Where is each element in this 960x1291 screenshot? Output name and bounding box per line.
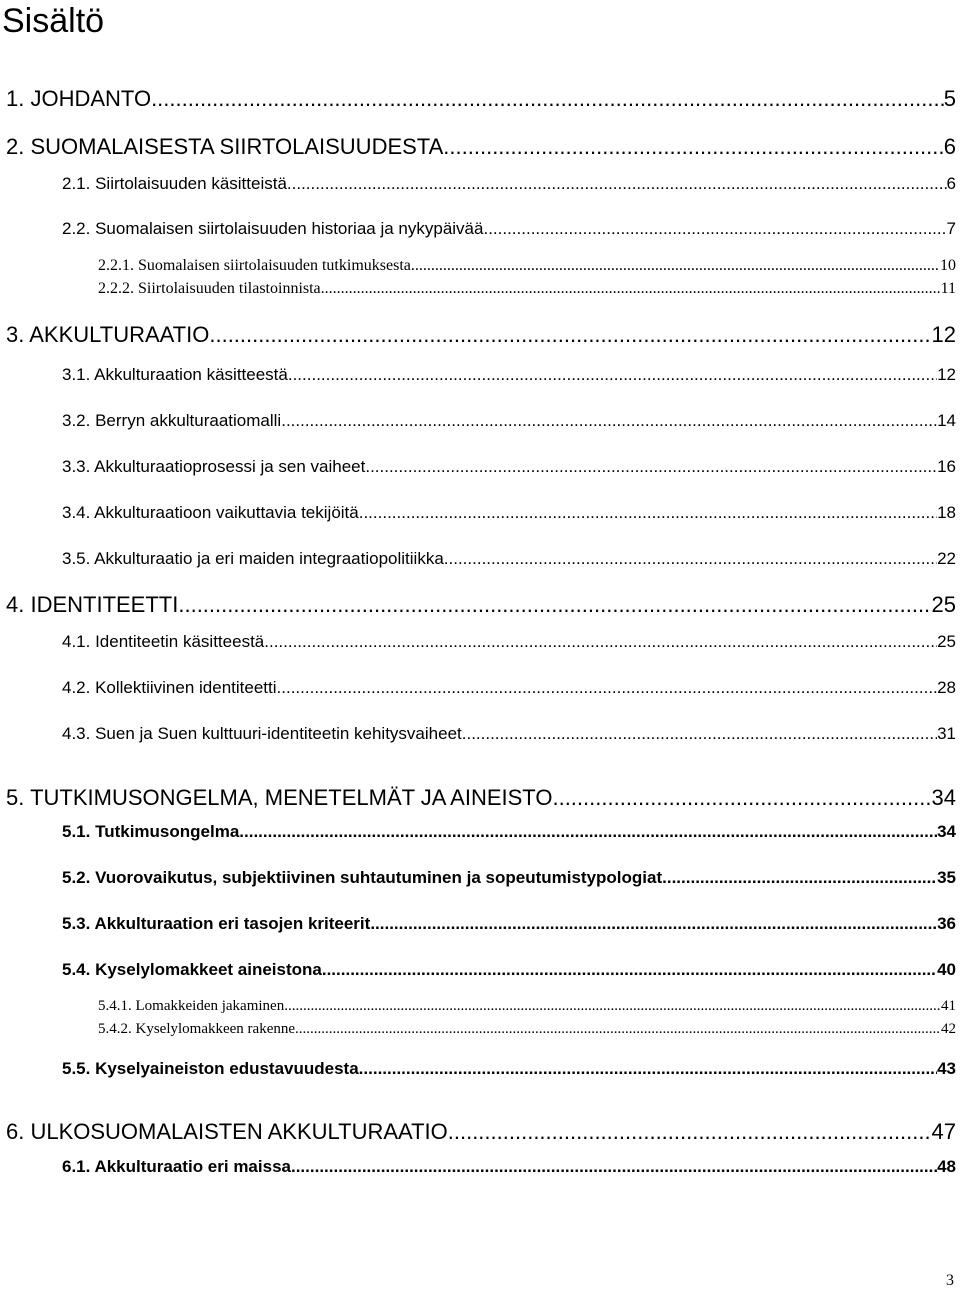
toc-page: 7	[946, 219, 956, 238]
toc-entry-4-1[interactable]	[62, 632, 956, 652]
toc-page: 12	[931, 322, 956, 347]
toc-entry-3-2[interactable]	[62, 411, 956, 431]
toc-entry-6[interactable]	[6, 1119, 956, 1145]
toc-page: 6	[943, 134, 956, 159]
toc-entry-3-3[interactable]	[62, 457, 956, 477]
toc-leader	[321, 280, 941, 298]
toc-entry-5-4-1[interactable]	[98, 998, 956, 1015]
toc-label: 3.2. Berryn akkulturaatiomalli	[62, 411, 282, 430]
toc-label: 6.1. Akkulturaatio eri maissa	[62, 1157, 291, 1176]
toc-leader	[444, 549, 937, 569]
toc-leader	[281, 411, 937, 431]
toc-page: 48	[937, 1157, 956, 1176]
toc-entry-4[interactable]	[6, 592, 956, 618]
toc-leader	[209, 322, 931, 348]
toc-entry-2-1[interactable]	[62, 174, 956, 194]
toc-page: 6	[946, 174, 956, 193]
toc-page: 41	[941, 998, 956, 1014]
toc-leader	[291, 1157, 937, 1177]
toc-leader	[322, 960, 937, 980]
toc-entry-1[interactable]	[6, 86, 956, 112]
toc-label: 3.1. Akkulturaation käsitteestä	[62, 365, 288, 384]
toc-page: 25	[931, 592, 956, 617]
toc-entry-5-4-2[interactable]	[98, 1021, 956, 1038]
toc-label: 3.4. Akkulturaatioon vaikuttavia tekijöitä	[62, 503, 359, 522]
toc-leader	[287, 174, 947, 194]
toc-leader	[443, 134, 943, 160]
toc-label: 2. SUOMALAISESTA SIIRTOLAISUUDESTA	[6, 134, 444, 159]
toc-leader	[264, 632, 937, 652]
toc-page: 43	[937, 1059, 956, 1078]
toc-label: 2.2.2. Siirtolaisuuden tilastoinnista	[98, 280, 321, 297]
toc-entry-4-3[interactable]	[62, 724, 956, 744]
toc-page: 40	[937, 960, 956, 979]
toc-page: 31	[937, 724, 956, 743]
toc-entry-5-2[interactable]	[62, 868, 956, 888]
page-title: Sisältö	[2, 2, 105, 40]
toc-page: 11	[940, 280, 956, 297]
toc-leader	[178, 592, 931, 618]
toc-leader	[151, 86, 944, 112]
toc-leader	[370, 914, 937, 934]
toc-entry-3-4[interactable]	[62, 503, 956, 523]
toc-label: 5.3. Akkulturaation eri tasojen kriteerit	[62, 914, 371, 933]
toc-label: 5.5. Kyselyaineiston edustavuudesta	[62, 1059, 359, 1078]
toc-entry-2-2-2[interactable]	[98, 280, 956, 298]
toc-entry-2-2[interactable]	[62, 219, 956, 239]
toc-entry-3[interactable]	[6, 322, 956, 348]
toc-leader	[483, 219, 946, 239]
toc-label: 4.2. Kollektiivinen identiteetti	[62, 678, 277, 697]
toc-label: 1. JOHDANTO	[6, 86, 152, 111]
toc-page: 42	[941, 1021, 956, 1037]
toc-entry-5-3[interactable]	[62, 914, 956, 934]
toc-label: 5.1. Tutkimusongelma	[62, 822, 240, 841]
toc-entry-5-1[interactable]	[62, 822, 956, 842]
toc-page: 18	[937, 503, 956, 522]
toc-label: 4. IDENTITEETTI	[6, 592, 179, 617]
toc-label: 3.3. Akkulturaatioprosessi ja sen vaiheet	[62, 457, 366, 476]
toc-page: 10	[940, 257, 956, 274]
toc-label: 5. TUTKIMUSONGELMA, MENETELMÄT JA AINEISTO	[6, 785, 553, 810]
toc-leader	[411, 257, 940, 275]
toc-entry-5-5[interactable]	[62, 1059, 956, 1079]
toc-leader	[239, 822, 937, 842]
toc-page: 16	[937, 457, 956, 476]
toc-page: 12	[937, 365, 956, 384]
toc-page: 47	[931, 1119, 956, 1144]
toc-leader	[462, 724, 937, 744]
toc-leader	[662, 868, 937, 888]
toc-entry-6-1[interactable]	[62, 1157, 956, 1177]
toc-page: 25	[937, 632, 956, 651]
toc-leader	[448, 1119, 932, 1145]
toc-label: 3.5. Akkulturaatio ja eri maiden integraatiopolitiikka	[62, 549, 444, 568]
toc-page: 28	[937, 678, 956, 697]
toc-leader	[284, 998, 941, 1015]
toc-label: 5.4.2. Kyselylomakkeen rakenne	[98, 1021, 296, 1037]
toc-entry-2[interactable]	[6, 134, 956, 160]
toc-page: 5	[943, 86, 956, 111]
toc-label: 5.4.1. Lomakkeiden jakaminen	[98, 998, 285, 1014]
toc-label: 5.2. Vuorovaikutus, subjektiivinen suhtautuminen ja sopeutumistypologiat	[62, 868, 663, 887]
toc-entry-5-4[interactable]	[62, 960, 956, 980]
toc-label: 5.4. Kyselylomakkeet aineistona	[62, 960, 322, 979]
toc-label: 4.1. Identiteetin käsitteestä	[62, 632, 265, 651]
toc-leader	[359, 1059, 937, 1079]
toc-label: 4.3. Suen ja Suen kulttuuri-identiteetin kehitysvaiheet	[62, 724, 462, 743]
toc-label: 2.1. Siirtolaisuuden käsitteistä	[62, 174, 287, 193]
toc-leader	[288, 365, 937, 385]
toc-label: 3. AKKULTURAATIO	[6, 322, 210, 347]
toc-page: 36	[937, 914, 956, 933]
toc-entry-3-1[interactable]	[62, 365, 956, 385]
toc-page: 34	[937, 822, 956, 841]
toc-page: 22	[937, 549, 956, 568]
toc-entry-2-2-1[interactable]	[98, 257, 956, 275]
page-number: 3	[946, 1272, 954, 1289]
toc-leader	[365, 457, 937, 477]
toc-page: 34	[931, 785, 956, 810]
toc-label: 6. ULKOSUOMALAISTEN AKKULTURAATIO	[6, 1119, 448, 1144]
toc-leader	[552, 785, 931, 811]
toc-page: 14	[937, 411, 956, 430]
toc-leader	[277, 678, 938, 698]
toc-entry-5[interactable]	[6, 785, 956, 811]
toc-leader	[295, 1021, 941, 1038]
toc-label: 2.2. Suomalaisen siirtolaisuuden historiaa ja nykypäivää	[62, 219, 484, 238]
toc-entry-4-2[interactable]	[62, 678, 956, 698]
toc-page: 35	[937, 868, 956, 887]
toc-label: 2.2.1. Suomalaisen siirtolaisuuden tutkimuksesta	[98, 257, 411, 274]
toc-entry-3-5[interactable]	[62, 549, 956, 569]
toc-leader	[359, 503, 937, 523]
